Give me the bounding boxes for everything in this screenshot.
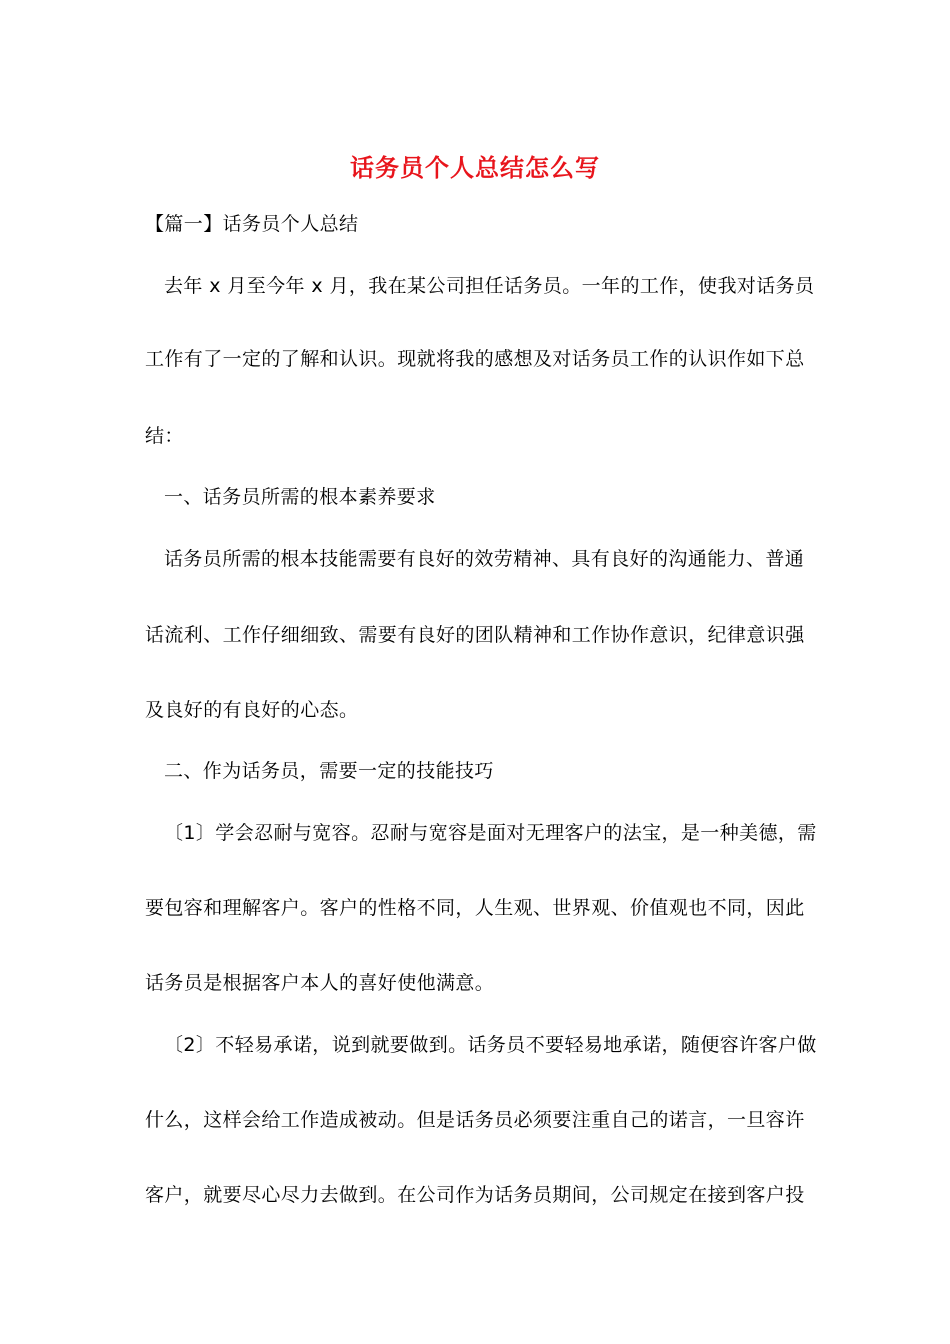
paragraph-line: 话流利、工作仔细细致、需要有良好的团队精神和工作协作意识，纪律意识强 (145, 624, 805, 646)
document-title: 话务员个人总结怎么写 (350, 154, 600, 182)
paragraph-line: 工作有了一定的了解和认识。现就将我的感想及对话务员工作的认识作如下总 (145, 348, 805, 370)
paragraph-line: 〔2〕不轻易承诺，说到就要做到。话务员不要轻易地承诺，随便容许客户做 (164, 1034, 817, 1056)
subsection-heading: 二、作为话务员，需要一定的技能技巧 (164, 760, 494, 782)
paragraph-line: 客户，就要尽心尽力去做到。在公司作为话务员期间，公司规定在接到客户投 (145, 1184, 805, 1206)
section-heading: 【篇一】话务员个人总结 (145, 213, 359, 235)
paragraph-line: 〔1〕学会忍耐与宽容。忍耐与宽容是面对无理客户的法宝，是一种美德，需 (164, 822, 817, 844)
paragraph-line: 结： (145, 425, 184, 447)
paragraph-line: 去年 x 月至今年 x 月，我在某公司担任话务员。一年的工作，使我对话务员 (164, 275, 815, 297)
paragraph-line: 话务员是根据客户本人的喜好使他满意。 (145, 972, 495, 994)
subsection-heading: 一、话务员所需的根本素养要求 (164, 486, 436, 508)
paragraph-line: 什么，这样会给工作造成被动。但是话务员必须要注重自己的诺言，一旦容许 (145, 1109, 805, 1131)
paragraph-line: 话务员所需的根本技能需要有良好的效劳精神、具有良好的沟通能力、普通 (164, 548, 805, 570)
paragraph-line: 要包容和理解客户。客户的性格不同，人生观、世界观、价值观也不同，因此 (145, 897, 805, 919)
paragraph-line: 及良好的有良好的心态。 (145, 699, 359, 721)
